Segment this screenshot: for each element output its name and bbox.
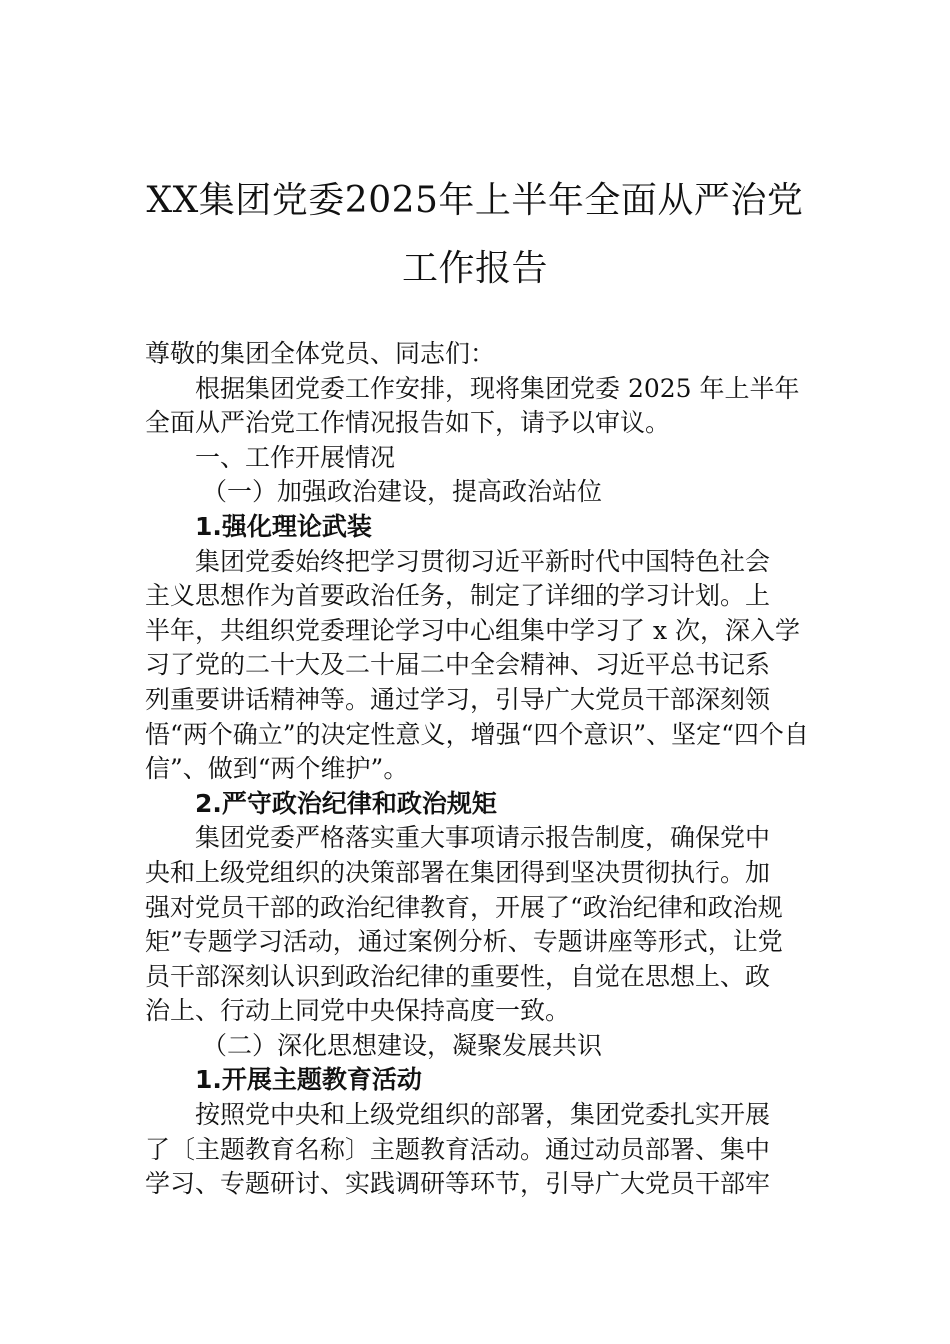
paragraph-line: 了〔主题教育名称〕主题教育活动。通过动员部署、集中 [145, 1134, 771, 1164]
paragraph-line: 列重要讲话精神等。通过学习，引导广大党员干部深刻领 [145, 684, 771, 714]
document-title-line-2: 工作报告 [401, 248, 548, 289]
paragraph-line: 悟“两个确立”的决定性意义，增强“四个意识”、坚定“四个自 [145, 719, 809, 749]
paragraph-line: 员干部深刻认识到政治纪律的重要性，自觉在思想上、政 [145, 961, 771, 991]
paragraph-line: 集团党委严格落实重大事项请示报告制度，确保党中 [195, 823, 771, 853]
section-heading: 一、工作开展情况 [195, 442, 396, 472]
paragraph-line: 根据集团党委工作安排，现将集团党委 2025 年上半年 [195, 373, 800, 403]
paragraph-line: 习了党的二十大及二十届二中全会精神、习近平总书记系 [145, 650, 771, 680]
salutation: 尊敬的集团全体党员、同志们： [145, 339, 496, 368]
item-heading: 1.开展主题教育活动 [195, 1065, 422, 1095]
paragraph-line: 主义思想作为首要政治任务，制定了详细的学习计划。上 [145, 581, 771, 611]
paragraph-line: 集团党委始终把学习贯彻习近平新时代中国特色社会 [195, 546, 771, 576]
paragraph-line: 学习、专题研讨、实践调研等环节，引导广大党员干部牢 [145, 1169, 771, 1199]
paragraph-line: 信”、做到“两个维护”。 [145, 754, 409, 784]
subsection-heading: （一）加强政治建设，提高政治站位 [202, 477, 603, 507]
paragraph-line: 治上、行动上同党中央保持高度一致。 [145, 996, 571, 1026]
subsection-heading: （二）深化思想建设，凝聚发展共识 [202, 1030, 603, 1060]
item-heading: 2.严守政治纪律和政治规矩 [195, 788, 497, 818]
paragraph-line: 按照党中央和上级党组织的部署，集团党委扎实开展 [195, 1100, 771, 1130]
item-heading: 1.强化理论武装 [195, 511, 372, 541]
paragraph-line: 全面从严治党工作情况报告如下，请予以审议。 [145, 408, 671, 438]
document-title-line-1: XX集团党委2025年上半年全面从严治党 [146, 180, 804, 221]
paragraph-line: 半年，共组织党委理论学习中心组集中学习了 x 次，深入学 [145, 615, 800, 645]
paragraph-line: 矩”专题学习活动，通过案例分析、专题讲座等形式，让党 [145, 927, 783, 957]
document-body [145, 337, 809, 1202]
paragraph-line: 央和上级党组织的决策部署在集团得到坚决贯彻执行。加 [145, 857, 771, 887]
paragraph-line: 强对党员干部的政治纪律教育，开展了“政治纪律和政治规 [145, 892, 783, 922]
